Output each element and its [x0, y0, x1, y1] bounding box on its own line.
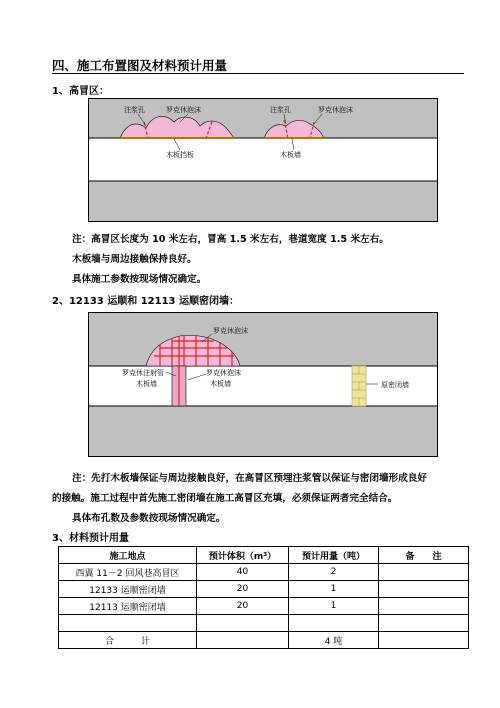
cell-remarks — [379, 615, 469, 632]
cell-volume: 40 — [197, 564, 289, 581]
cell-total-amount: 4 吨 — [289, 632, 379, 649]
table-row — [59, 615, 469, 632]
cell-location: 12133 运顺密闭墙 — [59, 581, 197, 598]
cell-remarks — [379, 598, 469, 615]
table-row — [59, 598, 469, 615]
cell-amount: 1 — [289, 581, 379, 598]
section-title: 四、施工布置图及材料预计用量 — [52, 58, 228, 73]
s2-note-2: 的接触。施工过程中首先施工密闭墙在施工高冒区充填，必须保证两者完全结合。 — [52, 493, 398, 504]
high-cavity-diagram — [88, 98, 438, 222]
col-header-volume: 预计体积（m³） — [197, 547, 289, 564]
cell-volume: 20 — [197, 581, 289, 598]
cell-location: 12113 运顺密闭墙 — [59, 598, 197, 615]
original-seal-wall — [352, 366, 366, 406]
label-inject-1: 注浆孔 — [124, 106, 145, 114]
label-foam-1: 罗克休泡沫 — [166, 106, 201, 114]
materials-table — [58, 546, 469, 649]
table-row — [59, 581, 469, 598]
cell-volume: 20 — [197, 598, 289, 615]
s1-note-3: 具体施工参数按现场情况确定。 — [72, 274, 207, 285]
s1-heading: 1、高冒区： — [52, 86, 109, 97]
label-inject-2: 注浆孔 — [270, 106, 291, 114]
s2-note-1: 注：先打木板墙保证与周边接触良好，在高冒区预埋注浆管以保证与密闭墙形成良好 — [72, 473, 427, 484]
table-total-row — [59, 632, 469, 649]
cell-total-remarks — [379, 632, 469, 649]
label-board-1: 木板挡板 — [166, 151, 194, 159]
cell-total-volume — [197, 632, 289, 649]
cell-amount — [289, 615, 379, 632]
cell-location — [59, 615, 197, 632]
cell-volume — [197, 615, 289, 632]
label-foam-top: 罗克休泡沫 — [213, 327, 248, 335]
label-foam-mid: 罗克休泡沫 — [206, 369, 241, 377]
cell-amount: 2 — [289, 564, 379, 581]
label-board: 木板墙 — [136, 380, 157, 388]
cell-remarks — [379, 564, 469, 581]
cell-amount: 1 — [289, 598, 379, 615]
col-header-amount: 预计用量（吨） — [289, 547, 379, 564]
roadway — [89, 138, 438, 181]
s2-note-3: 具体布孔数及参数按现场情况确定。 — [72, 513, 226, 524]
s1-note-2: 木板墙与周边接触保持良好。 — [72, 254, 197, 265]
label-original-wall: 原密闭墙 — [381, 381, 409, 389]
table-row — [59, 564, 469, 581]
label-inject-pipe: 罗克休注射管 — [122, 369, 164, 377]
cell-location: 西翼 11－2 回风巷高冒区 — [59, 564, 197, 581]
s3-heading: 3、材料预计用量 — [52, 533, 129, 544]
s2-heading: 2、12133 运顺和 12113 运顺密闭墙： — [52, 296, 239, 307]
title-rule — [52, 73, 464, 74]
table-header-row — [59, 547, 469, 564]
label-foam-2: 罗克休泡沫 — [318, 106, 353, 114]
label-board-2: 木板墙 — [280, 151, 301, 159]
label-board-mid: 木板墙 — [210, 380, 231, 388]
cell-remarks — [379, 581, 469, 598]
s1-note-1: 注：高冒区长度为 10 米左右，冒高 1.5 米左右，巷道宽度 1.5 米左右。 — [72, 234, 389, 245]
col-header-location: 施工地点 — [59, 547, 197, 564]
col-header-remarks: 备 注 — [379, 547, 469, 564]
cell-total-label: 合 计 — [59, 632, 197, 649]
